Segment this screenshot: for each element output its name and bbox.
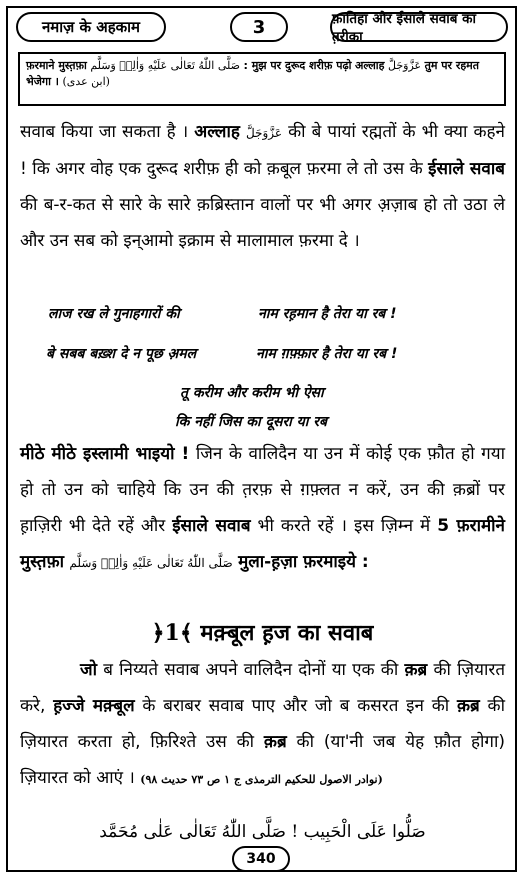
verse-1b: नाम रह़मान है तेरा या रब ! [258, 306, 397, 322]
para1-azwajal: عَزَّوَجَلَّ [245, 126, 283, 140]
book-title: नमाज़ के अहकाम [16, 12, 166, 42]
para3-text-3: के बराबर सवाब पाए और जो ब कसरत इन की [142, 696, 450, 716]
para3-bold-3: ह़ज्जे मक़्बूल [53, 696, 135, 716]
para2-text-3: मुला-ह़ज़ा फ़रमाइये : [238, 552, 369, 572]
para3-text-2: की ज़ियारत करे, [20, 660, 506, 716]
paragraph-1 [20, 114, 505, 259]
verse-3: तू करीम और करीम भी ऐसा [180, 385, 324, 401]
verse-1a: लाज रख ले गुनाहगारों की [48, 306, 180, 322]
para1-text-1: सवाब किया जा सकता है । [20, 122, 189, 142]
hadith-azwajal: عَزَّوَجَلَّ [388, 59, 422, 72]
para3-text-5: की (या'नी जब येह फ़ौत होगा) ज़ियारत को आएं । [20, 732, 506, 788]
darood-line: صَلُّوا عَلَى الْحَبِيب ! صَلَّى اللّٰهُ تَعَالٰى عَلٰى مُحَمَّد [99, 822, 426, 842]
para1-bold: ईसाले सवाब [428, 159, 505, 179]
para3-bold-1: जो [80, 660, 98, 680]
para1-text-3: की ब-र-कत से सारे के सारे क़ब्रिस्तान वालों पर भी अगर अ़ज़ाब हो तो उठा ले और उन सब को इन्आमो इक्राम से मालामाल फ़रमा दे । [20, 195, 505, 251]
verse-2a: बे सबब बख़्श दे न पूछ अ़मल [46, 346, 197, 362]
paragraph-2 [20, 436, 505, 581]
para3-text-4: की ज़ियारत करता हो, फ़िरिश्ते उस की [20, 696, 505, 752]
verse-2b: नाम ग़फ़्फ़ार है तेरा या रब ! [256, 346, 398, 362]
hadith-lead: फ़रमाने मुस्त़फ़ा [26, 59, 87, 72]
para2-bold-3: 5 फ़रामीने मुस्त़फ़ा [20, 516, 505, 572]
section-number: ﴿1﴾ [151, 620, 193, 646]
para2-text-1: जिन के वालिदैन या उन में कोई एक फ़ौत हो गया हो तो उन को चाहिये कि उन की त़रफ़ से ग़फ़्लत न करें, उन की क़ब्रों पर ह़ाज़िरी भी देते रहें और [20, 444, 505, 536]
hadith-text-2: तुम पर रहमत भेजेगा । [26, 59, 480, 88]
hadith-reference: (نوادر الاصول للحکیم الترمذی ج ۱ ص ۷۳ حدیث ۹۸) [140, 773, 383, 786]
hadith-note-box [18, 52, 506, 106]
para3-text-1: ब निय्यते सवाब अपने वालिदैन दोनों या एक की [103, 660, 399, 680]
para3-bold-5: क़ब्र [263, 732, 287, 752]
para3-bold-2: क़ब्र [404, 660, 428, 680]
chapter-number: 3 [230, 12, 288, 42]
page-number: 340 [232, 846, 290, 872]
verse-4: कि नहीं जिस का दूसरा या रब [175, 414, 328, 430]
section-title: मक़्बूल ह़ज का सवाब [200, 621, 374, 646]
para2-bold-1: मीठे मीठे इस्लामी भाइयो ! [20, 444, 190, 464]
hadith-text-1: : मुझ पर दुरूद शरीफ़ पढ़ो [243, 59, 352, 72]
chapter-title: फ़ातिहा और ईसाले सवाब का त़रीक़ा [330, 12, 508, 42]
para3-bold-4: क़ब्र [456, 696, 480, 716]
para2-bold-2: ईसाले सवाब [172, 516, 251, 536]
salutation-arabic: صَلَّى اللّٰهُ تَعَالٰى عَلَيْهِ وَاٰلِهٖ وَسَلَّم [90, 59, 240, 72]
hadith-allah: अल्लाह [354, 59, 385, 72]
para2-text-2: भी करते रहें । इस ज़िम्न में [257, 516, 431, 536]
section-heading [0, 617, 525, 647]
para1-allah: अल्लाह [194, 122, 240, 142]
para2-salutation: صَلَّى اللّٰهُ تَعَالٰى عَلَيْهِ وَاٰلِهٖ وَسَلَّم [69, 556, 233, 570]
para1-text-2: की बे पायां रह्मतों के भी क्या कहने ! कि अगर वोह एक दुरूद शरीफ़ ही को क़बूल फ़रमा ले तो उस के [20, 122, 505, 179]
hadith-source: (ابن عدی) [62, 75, 110, 88]
paragraph-3 [20, 652, 505, 798]
